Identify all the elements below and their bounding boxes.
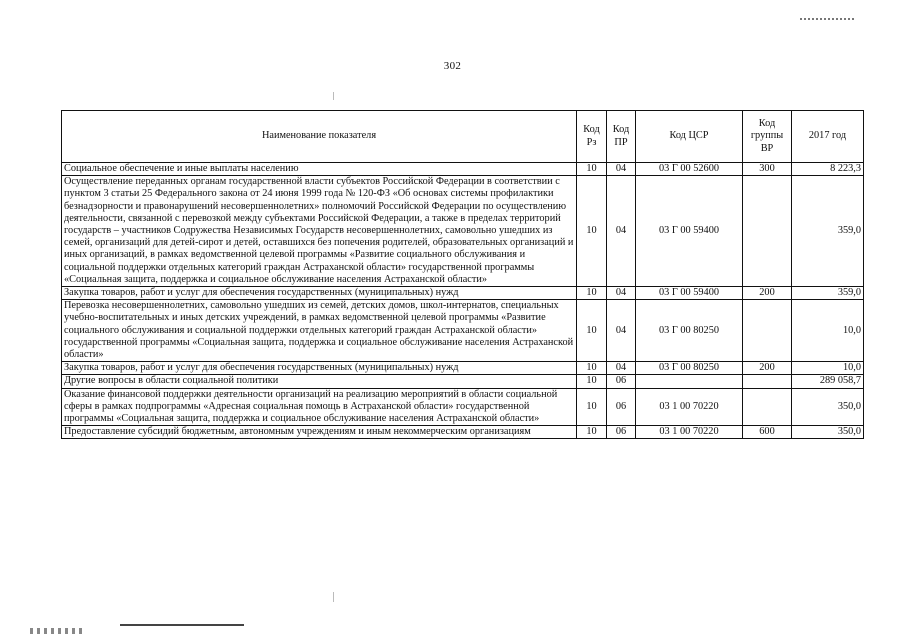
row-csr: 03 Г 00 59400 <box>636 287 743 300</box>
row-amount: 289 058,7 <box>792 375 864 388</box>
table-row <box>62 300 864 362</box>
row-rz: 10 <box>577 176 607 287</box>
header-name: Наименование показателя <box>62 111 577 163</box>
budget-table <box>61 110 864 439</box>
row-pr: 04 <box>607 287 636 300</box>
row-csr: 03 Г 00 52600 <box>636 163 743 176</box>
row-pr: 06 <box>607 375 636 388</box>
row-pr: 04 <box>607 362 636 375</box>
row-name: Предоставление субсидий бюджетным, автономным учреждениям и иным некоммерческим организациям <box>62 426 577 439</box>
table-header-row <box>62 111 864 163</box>
header-csr: Код ЦСР <box>636 111 743 163</box>
row-amount: 8 223,3 <box>792 163 864 176</box>
row-name: Оказание финансовой поддержки деятельности организаций на реализацию мероприятий в области социальной сферы в рамках подпрограммы «Адресная социальная помощь в Астраханской области» государственной программы «Социальная защита, поддержка и социальное обслуживание населения Астраханской области» <box>62 388 577 426</box>
row-pr: 04 <box>607 163 636 176</box>
header-pr: Код ПР <box>607 111 636 163</box>
row-vr <box>743 176 792 287</box>
row-pr: 04 <box>607 300 636 362</box>
table-row <box>62 375 864 388</box>
row-csr: 03 Г 00 80250 <box>636 362 743 375</box>
row-name: Закупка товаров, работ и услуг для обеспечения государственных (муниципальных) нужд <box>62 362 577 375</box>
row-vr: 200 <box>743 287 792 300</box>
header-vr: Код группы ВР <box>743 111 792 163</box>
row-rz: 10 <box>577 287 607 300</box>
row-pr: 06 <box>607 426 636 439</box>
row-csr <box>636 375 743 388</box>
row-rz: 10 <box>577 388 607 426</box>
row-name: Другие вопросы в области социальной политики <box>62 375 577 388</box>
row-name: Закупка товаров, работ и услуг для обеспечения государственных (муниципальных) нужд <box>62 287 577 300</box>
header-year: 2017 год <box>792 111 864 163</box>
row-amount: 10,0 <box>792 300 864 362</box>
row-vr: 200 <box>743 362 792 375</box>
table-row <box>62 362 864 375</box>
page-number: 302 <box>443 60 462 72</box>
scan-mark-top <box>800 18 856 20</box>
row-rz: 10 <box>577 375 607 388</box>
row-vr: 600 <box>743 426 792 439</box>
row-amount: 10,0 <box>792 362 864 375</box>
row-rz: 10 <box>577 362 607 375</box>
row-csr: 03 Г 00 80250 <box>636 300 743 362</box>
row-name: Социальное обеспечение и иные выплаты населению <box>62 163 577 176</box>
row-vr: 300 <box>743 163 792 176</box>
row-rz: 10 <box>577 163 607 176</box>
scan-mark-bottom-left <box>30 628 82 634</box>
scan-tick <box>333 92 334 100</box>
table-row <box>62 287 864 300</box>
table-row <box>62 426 864 439</box>
row-vr <box>743 388 792 426</box>
row-name: Осуществление переданных органам государственной власти субъектов Российской Федерации в соответствии с пунктом 3 статьи 25 Федерального закона от 24 июня 1999 года № 120-ФЗ «Об основах системы профилактики безнадзорности и правонарушений несовершеннолетних» полномочий Российской Федерации по осуществлению деятельности, связанной с перевозкой между субъектами Российской Федерации, а также в пределах территорий государств – участников Содружества Независимых Государств несовершеннолетних, самовольно ушедших из семей, организаций для детей-сирот и детей, оставшихся без попечения родителей, образовательных организаций и иных организаций, в рамках ведомственной целевой программы «Развитие социального обслуживания и социальной поддержки отдельных категорий граждан Астраханской области» государственной программы «Социальная защита, поддержка и социальное обслуживание населения Астраханской области» <box>62 176 577 287</box>
row-csr: 03 1 00 70220 <box>636 388 743 426</box>
row-rz: 10 <box>577 300 607 362</box>
scan-tick <box>333 592 334 602</box>
scan-mark-bottom <box>120 624 244 626</box>
row-vr <box>743 375 792 388</box>
row-name: Перевозка несовершеннолетних, самовольно ушедших из семей, детских домов, школ-интернатов, специальных учебно-воспитательных и иных детских учреждений, в рамках ведомственной целевой программы «Развитие социального обслуживания и социальной поддержки отдельных категорий граждан Астраханской области» государственной программы «Социальная защита, поддержка и социальное обслуживание населения Астраханской области» <box>62 300 577 362</box>
table-row <box>62 388 864 426</box>
row-amount: 350,0 <box>792 426 864 439</box>
row-amount: 359,0 <box>792 176 864 287</box>
row-amount: 350,0 <box>792 388 864 426</box>
row-rz: 10 <box>577 426 607 439</box>
row-csr: 03 Г 00 59400 <box>636 176 743 287</box>
row-amount: 359,0 <box>792 287 864 300</box>
row-pr: 06 <box>607 388 636 426</box>
row-pr: 04 <box>607 176 636 287</box>
row-csr: 03 1 00 70220 <box>636 426 743 439</box>
row-vr <box>743 300 792 362</box>
table-row <box>62 176 864 287</box>
table-row <box>62 163 864 176</box>
header-rz: Код Рз <box>577 111 607 163</box>
